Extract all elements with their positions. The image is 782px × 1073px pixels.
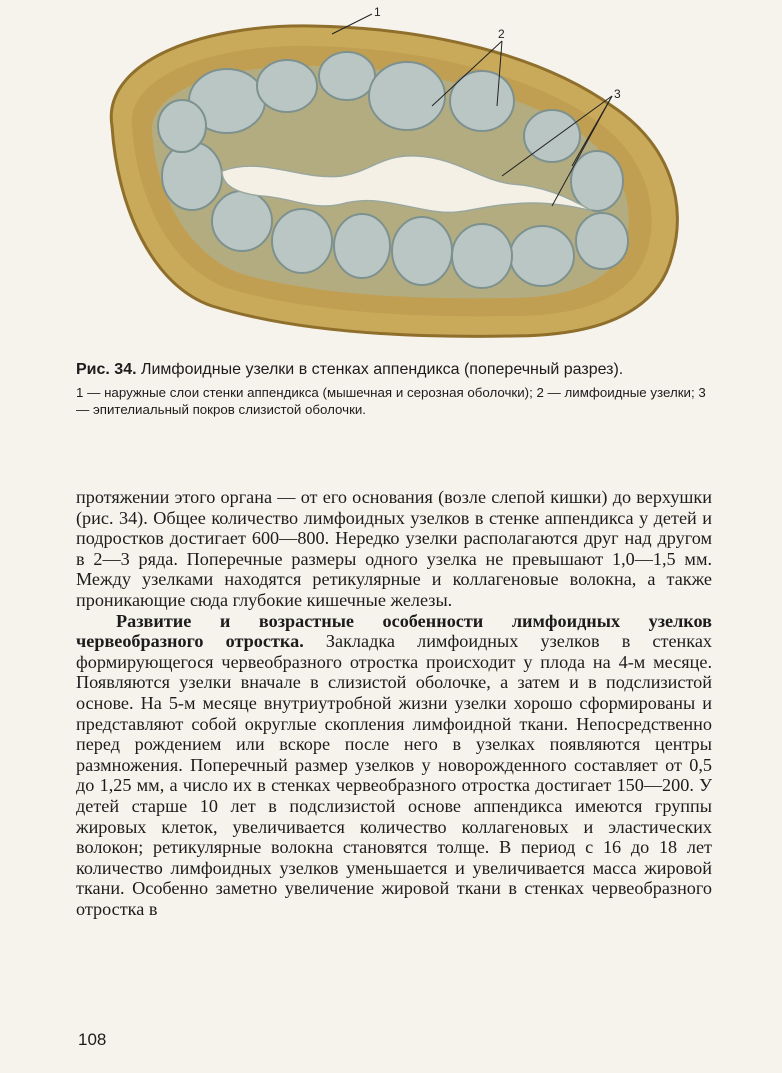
caption-legend: 1 — наружные слои стенки аппендикса (мышечная и серозная оболочки); 2 — лимфоидные узелки; 3 — эпителиальный покров слизистой оболочки.: [76, 385, 706, 417]
caption-title: [76, 360, 716, 380]
callout-3: 3: [614, 87, 621, 101]
callout-1: 1: [374, 6, 381, 19]
paragraph-1: протяжении этого органа — от его основания (возле слепой кишки) до верхушки (рис. 34). Общее количество лимфоидных узелков в стенке аппендикса у детей и подростков достигает 600—800. Нередко узелки располагаются друг над другом в 2—3 ряда. Поперечные размеры одного узелка не превышают 1,0—1,5 мм. Между узелками находятся ретикулярные и коллагеновые волокна, а также проникающие сюда глубокие кишечные железы.: [76, 487, 712, 610]
section-heading: Развитие и возрастные особенности лимфоидных узелков червеобразного отростка.: [76, 610, 712, 652]
callout-2: 2: [498, 27, 505, 41]
caption-title-text: Лимфоидные узелки в стенках аппендикса (поперечный разрез).: [136, 361, 624, 378]
paragraph-2-text: Закладка лимфоидных узелков в стенках формирующегося червеобразного отростка происходит у плода на 4-м месяце. Появляются узелки вначале в слизистой оболочке, а затем и в подслизистой основе. На 5-м месяце внутриутробной жизни узелки хорошо сформированы и представляют собой округлые скопления лимфоидной ткани. Непосредственно перед рождением или вскоре после него в узелках появляются центры размножения. Поперечный размер узелков у новорожденного составляет от 0,5 до 1,25 мм, а число их в стенках червеобразного отростка достигает 150—200. У детей старше 10 лет в подслизистой основе аппендикса имеются группы жировых клеток, увеличивается количество коллагеновых и эластических волокон; ретикулярные волокна становятся толще. В период с 16 до 18 лет количество лимфоидных узелков уменьшается и увеличивается масса жировой ткани. Особенно заметно увеличение жировой ткани в стенках червеобразного отростка в: [76, 631, 712, 919]
paragraph-2: [76, 611, 712, 920]
caption-label: Рис. 34.: [76, 361, 137, 378]
figure-caption: [76, 360, 716, 418]
body-text: [76, 487, 712, 919]
appendix-cross-section-figure: [72, 6, 692, 346]
page-number: 108: [78, 1030, 107, 1049]
